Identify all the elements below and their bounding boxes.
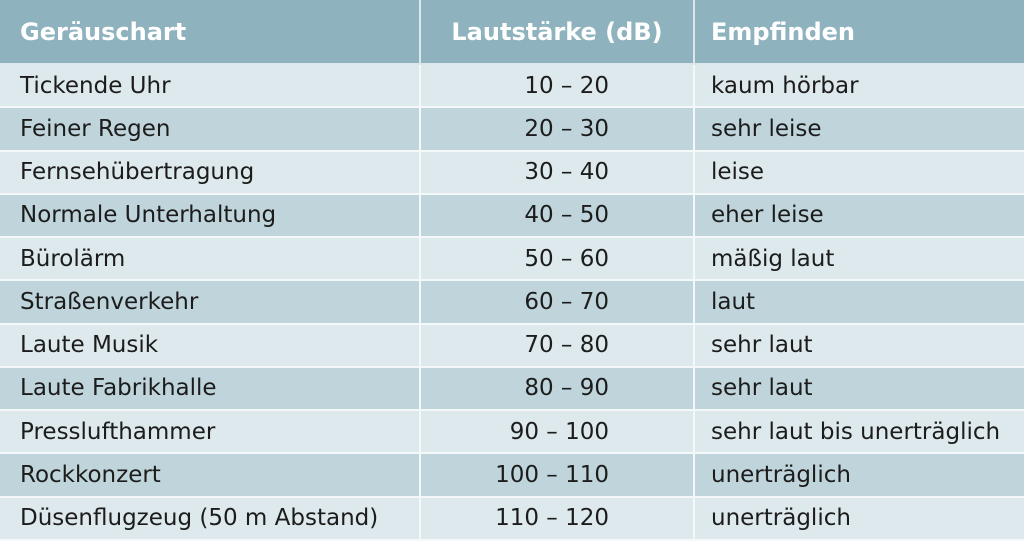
header-volume-db: Lautstärke (dB) bbox=[420, 0, 694, 64]
cell-perception: sehr laut bbox=[694, 324, 1024, 367]
cell-noise-type: Normale Unterhaltung bbox=[0, 194, 420, 237]
table-row bbox=[0, 280, 1024, 323]
cell-volume-db: 30 – 40 bbox=[420, 151, 694, 194]
cell-noise-type: Laute Fabrikhalle bbox=[0, 367, 420, 410]
cell-noise-type: Feiner Regen bbox=[0, 107, 420, 150]
cell-volume-db: 40 – 50 bbox=[420, 194, 694, 237]
cell-volume-db: 60 – 70 bbox=[420, 280, 694, 323]
cell-perception: unerträglich bbox=[694, 497, 1024, 540]
table-row bbox=[0, 237, 1024, 280]
cell-volume-db: 110 – 120 bbox=[420, 497, 694, 540]
header-noise-type: Geräuschart bbox=[0, 0, 420, 64]
table-row bbox=[0, 367, 1024, 410]
cell-perception: unerträglich bbox=[694, 453, 1024, 496]
cell-perception: laut bbox=[694, 280, 1024, 323]
cell-volume-db: 20 – 30 bbox=[420, 107, 694, 150]
table-row bbox=[0, 64, 1024, 107]
cell-perception: mäßig laut bbox=[694, 237, 1024, 280]
table-row bbox=[0, 324, 1024, 367]
cell-volume-db: 100 – 110 bbox=[420, 453, 694, 496]
cell-perception: sehr leise bbox=[694, 107, 1024, 150]
cell-noise-type: Düsenflugzeug (50 m Abstand) bbox=[0, 497, 420, 540]
cell-noise-type: Laute Musik bbox=[0, 324, 420, 367]
cell-volume-db: 90 – 100 bbox=[420, 410, 694, 453]
cell-noise-type: Tickende Uhr bbox=[0, 64, 420, 107]
table-row bbox=[0, 410, 1024, 453]
cell-perception: eher leise bbox=[694, 194, 1024, 237]
cell-noise-type: Straßenverkehr bbox=[0, 280, 420, 323]
table-row bbox=[0, 453, 1024, 496]
cell-perception: leise bbox=[694, 151, 1024, 194]
cell-perception: kaum hörbar bbox=[694, 64, 1024, 107]
cell-perception: sehr laut bbox=[694, 367, 1024, 410]
cell-noise-type: Fernsehübertragung bbox=[0, 151, 420, 194]
header-perception: Empfinden bbox=[694, 0, 1024, 64]
table-row bbox=[0, 151, 1024, 194]
table-row bbox=[0, 497, 1024, 540]
table-row bbox=[0, 107, 1024, 150]
cell-volume-db: 70 – 80 bbox=[420, 324, 694, 367]
cell-perception: sehr laut bis unerträglich bbox=[694, 410, 1024, 453]
cell-volume-db: 80 – 90 bbox=[420, 367, 694, 410]
cell-noise-type: Bürolärm bbox=[0, 237, 420, 280]
table-header-row bbox=[0, 0, 1024, 64]
cell-noise-type: Rockkonzert bbox=[0, 453, 420, 496]
cell-noise-type: Presslufthammer bbox=[0, 410, 420, 453]
cell-volume-db: 50 – 60 bbox=[420, 237, 694, 280]
cell-volume-db: 10 – 20 bbox=[420, 64, 694, 107]
table-row bbox=[0, 194, 1024, 237]
